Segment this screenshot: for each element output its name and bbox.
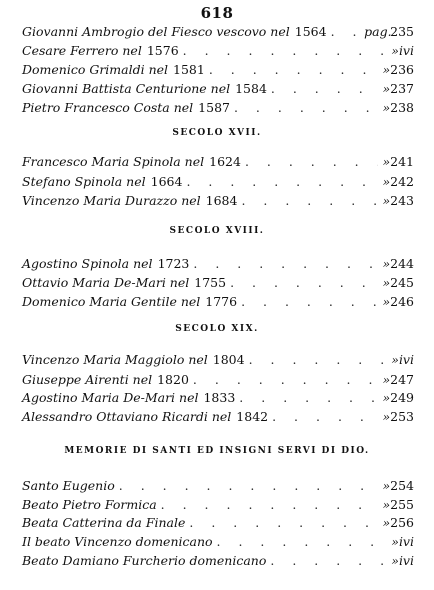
- index-entry: [22, 513, 414, 533]
- index-entry: [22, 370, 414, 390]
- entry-page: 243: [390, 193, 414, 208]
- entry-page: 242: [390, 174, 414, 189]
- entry-page: ivi: [398, 352, 414, 367]
- dot-leader: [217, 532, 388, 552]
- entry-year: 1581: [173, 62, 205, 77]
- entry-year: 1587: [198, 100, 230, 115]
- entry-marker: »: [382, 256, 391, 271]
- index-entry: [22, 350, 414, 370]
- index-entry: [22, 41, 414, 61]
- entry-title: Giovanni Battista Centurione nel: [22, 81, 231, 96]
- entry-page: ivi: [398, 43, 414, 58]
- entry-page: 235: [390, 24, 414, 39]
- entry-title: Pietro Francesco Costa nel: [22, 100, 194, 115]
- entry-title: Vincenzo Maria Maggiolo nel: [22, 352, 208, 367]
- entry-title: Alessandro Ottaviano Ricardi nel: [22, 409, 232, 424]
- entry-marker: »: [382, 100, 391, 115]
- entry-title: Agostino Maria De-Mari nel: [22, 390, 199, 405]
- index-entry: [22, 476, 414, 496]
- entry-year: 1564: [294, 24, 327, 39]
- dot-leader: [161, 495, 379, 515]
- entry-page: 236: [390, 62, 414, 77]
- entry-title: Cesare Ferrero nel: [22, 43, 142, 58]
- index-entry: [22, 191, 414, 211]
- entry-marker: »: [391, 43, 399, 58]
- dot-leader: [189, 513, 378, 533]
- entry-marker: »: [382, 390, 391, 405]
- entry-year: 1584: [235, 81, 267, 96]
- section-heading: SECOLO XVIII.: [169, 226, 265, 236]
- dot-leader: [193, 370, 379, 390]
- dot-leader: [271, 79, 379, 99]
- entry-year: 1684: [205, 193, 238, 208]
- entry-marker: »: [382, 372, 391, 387]
- page-number: 618: [200, 4, 234, 22]
- dot-leader: [234, 98, 379, 118]
- entry-marker: »: [382, 193, 391, 208]
- index-entry: [22, 79, 414, 99]
- entry-marker: »: [382, 154, 391, 169]
- dot-leader: [241, 191, 378, 211]
- index-entry: [22, 292, 414, 312]
- entry-page: 249: [390, 390, 414, 405]
- entry-page: 247: [390, 372, 414, 387]
- dot-leader: [245, 152, 379, 172]
- index-entry: [22, 551, 414, 571]
- index-entry: [22, 407, 414, 427]
- dot-leader: [209, 60, 379, 80]
- index-entry: [22, 495, 414, 515]
- index-entry: [22, 152, 414, 172]
- entry-title: Vincenzo Maria Durazzo nel: [22, 193, 201, 208]
- entry-marker: »: [382, 62, 391, 77]
- entry-marker: »: [382, 275, 391, 290]
- entry-title: Ottavio Maria De-Mari nel: [22, 275, 190, 290]
- dot-leader: [331, 22, 361, 42]
- entry-year: 1833: [203, 390, 236, 405]
- entry-year: 1804: [212, 352, 245, 367]
- index-entry: [22, 273, 414, 293]
- entry-page: 254: [390, 478, 414, 493]
- entry-title: Francesco Maria Spinola nel: [22, 154, 205, 169]
- dot-leader: [186, 172, 378, 192]
- entry-year: 1842: [236, 409, 269, 424]
- entry-year: 1755: [194, 275, 227, 290]
- dot-leader: [272, 407, 378, 427]
- entry-title: Giovanni Ambrogio del Fiesco vescovo nel: [22, 24, 290, 39]
- entry-title: Domenico Maria Gentile nel: [22, 294, 201, 309]
- entry-title: Agostino Spinola nel: [22, 256, 153, 271]
- dot-leader: [230, 273, 378, 293]
- entry-page: 255: [390, 497, 414, 512]
- entry-title: Beato Damiano Furcherio domenicano: [22, 553, 267, 568]
- dot-leader: [239, 388, 378, 408]
- dot-leader: [193, 254, 378, 274]
- section-heading: SECOLO XVII.: [172, 128, 262, 138]
- entry-year: 1664: [150, 174, 183, 189]
- entry-title: Beata Catterina da Finale: [22, 515, 186, 530]
- index-entry: [22, 22, 414, 42]
- entry-marker: »: [391, 534, 399, 549]
- entry-year: 1820: [157, 372, 189, 387]
- section-heading: SECOLO XIX.: [175, 324, 259, 334]
- entry-page: 246: [390, 294, 414, 309]
- entry-page: 238: [390, 100, 414, 115]
- section-heading: MEMORIE DI SANTI ED INSIGNI SERVI DI DIO.: [64, 446, 370, 456]
- entry-title: Stefano Spinola nel: [22, 174, 146, 189]
- entry-marker: »: [391, 352, 399, 367]
- entry-marker: »: [382, 81, 391, 96]
- dot-leader: [249, 350, 388, 370]
- index-entry: [22, 254, 414, 274]
- entry-marker: »: [391, 553, 399, 568]
- index-entry: [22, 532, 414, 552]
- entry-page: ivi: [398, 553, 414, 568]
- entry-marker: »: [382, 294, 391, 309]
- entry-marker: »: [382, 409, 391, 424]
- entry-page: 237: [390, 81, 414, 96]
- entry-marker: »: [382, 478, 391, 493]
- entry-year: 1576: [146, 43, 179, 58]
- dot-leader: [119, 476, 378, 496]
- dot-leader: [241, 292, 378, 312]
- entry-title: Beato Pietro Formica: [22, 497, 157, 512]
- entry-page: 241: [390, 154, 414, 169]
- entry-title: Santo Eugenio: [22, 478, 115, 493]
- entry-year: 1723: [157, 256, 190, 271]
- index-entry: [22, 388, 414, 408]
- entry-page: 244: [390, 256, 414, 271]
- entry-page: ivi: [398, 534, 414, 549]
- entry-page: 253: [390, 409, 414, 424]
- entry-page: 256: [390, 515, 414, 530]
- entry-title: Domenico Grimaldi nel: [22, 62, 169, 77]
- index-entry: [22, 60, 414, 80]
- entry-title: Giuseppe Airenti nel: [22, 372, 153, 387]
- entry-page: 245: [390, 275, 414, 290]
- entry-year: 1776: [205, 294, 238, 309]
- index-entry: [22, 172, 414, 192]
- entry-marker: »: [382, 497, 391, 512]
- entry-marker: »: [382, 174, 391, 189]
- entry-year: 1624: [209, 154, 241, 169]
- dot-leader: [270, 551, 387, 571]
- dot-leader: [183, 41, 388, 61]
- entry-title: Il beato Vincenzo domenicano: [22, 534, 213, 549]
- entry-marker: »: [382, 515, 391, 530]
- entry-marker: pag.: [364, 24, 392, 39]
- index-entry: [22, 98, 414, 118]
